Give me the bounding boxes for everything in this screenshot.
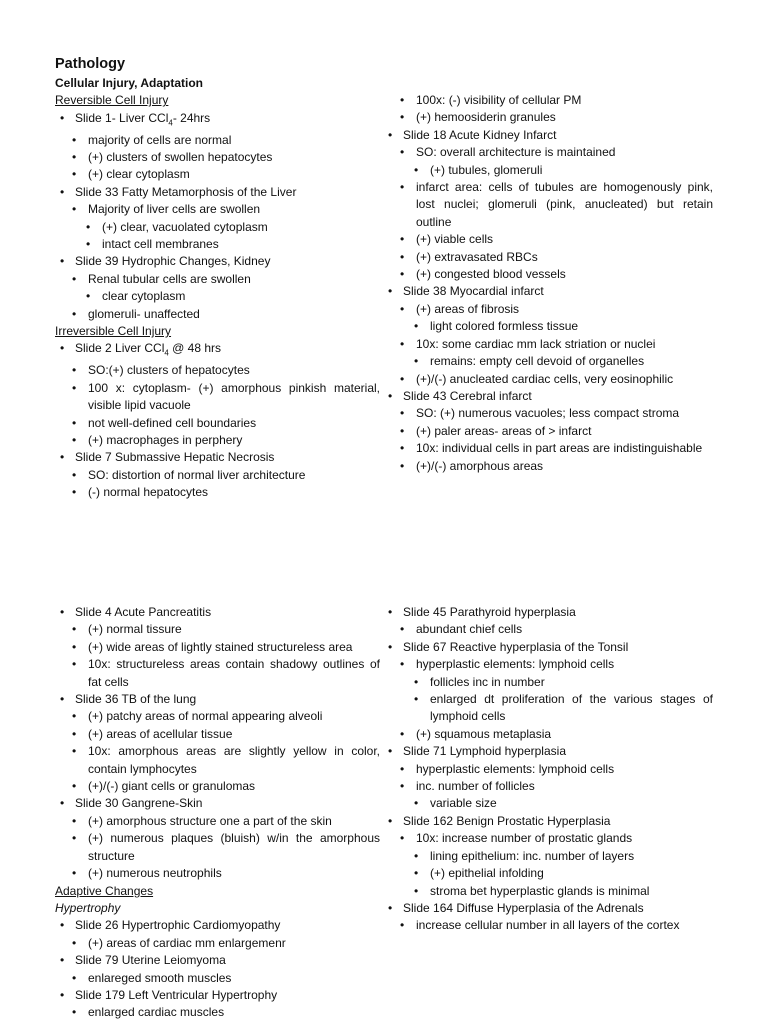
slide-item: • Slide 71 Lymphoid hyperplasia [383, 743, 713, 760]
list-item: • infarct area: cells of tubules are homogenously pink, lost nuclei; glomeruli (pink, anucleated) but retain outline [383, 179, 713, 231]
list-item: • lining epithelium: inc. number of layers [383, 848, 713, 865]
list-item: • (+) macrophages in perphery [55, 432, 380, 449]
list-item: • inc. number of follicles [383, 778, 713, 795]
list-item: • (+) paler areas- areas of > infarct [383, 423, 713, 440]
list-item: • (+) squamous metaplasia [383, 726, 713, 743]
list-item: • SO: distortion of normal liver architecture [55, 467, 380, 484]
list-item: • (+)/(-) anucleated cardiac cells, very eosinophilic [383, 371, 713, 388]
list-item: • remains: empty cell devoid of organelles [383, 353, 713, 370]
list-item: • 10x: structureless areas contain shadowy outlines of fat cells [55, 656, 380, 691]
list-item: • (+) clear, vacuolated cytoplasm [55, 219, 380, 236]
list-item: • (+) numerous plaques (bluish) w/in the amorphous structure [55, 830, 380, 865]
list-item: • enlarged cardiac muscles [55, 1004, 380, 1021]
list-item: • glomeruli- unaffected [55, 306, 380, 323]
list-item: • 10x: amorphous areas are slightly yellow in color, contain lymphocytes [55, 743, 380, 778]
slide-item: • Slide 45 Parathyroid hyperplasia [383, 604, 713, 621]
slide-item: • Slide 4 Acute Pancreatitis [55, 604, 380, 621]
list-item: • variable size [383, 795, 713, 812]
list-item: • (+) areas of cardiac mm enlargemenr [55, 935, 380, 952]
slide-item: • Slide 18 Acute Kidney Infarct [383, 127, 713, 144]
list-item: • (+) viable cells [383, 231, 713, 248]
list-item: • intact cell membranes [55, 236, 380, 253]
list-item: • 10x: some cardiac mm lack striation or nuclei [383, 336, 713, 353]
subsection-heading-hypertrophy: Hypertrophy [55, 900, 121, 915]
list-item: • enlareged smooth muscles [55, 970, 380, 987]
list-item: • hyperplastic elements: lymphoid cells [383, 656, 713, 673]
slide-item: • Slide 79 Uterine Leiomyoma [55, 952, 380, 969]
list-item: • (+)/(-) giant cells or granulomas [55, 778, 380, 795]
slide-item: • Slide 36 TB of the lung [55, 691, 380, 708]
list-item: • (-) normal hepatocytes [55, 484, 380, 501]
list-item: • 10x: individual cells in part areas are indistinguishable [383, 440, 713, 457]
list-item: • (+) wide areas of lightly stained structureless area [55, 639, 380, 656]
irreversible-list [55, 340, 380, 501]
slide-item: • Slide 7 Submassive Hepatic Necrosis [55, 449, 380, 466]
slide-item: • Slide 43 Cerebral infarct [383, 388, 713, 405]
infarct-list [383, 92, 713, 475]
slide-item: • Slide 1- Liver CCl$_4$- 24hrs [55, 110, 380, 132]
list-item: • 100x: (-) visibility of cellular PM [383, 92, 713, 109]
list-item: • (+) congested blood vessels [383, 266, 713, 283]
left-column-top [55, 55, 380, 502]
slide-item: • Slide 67 Reactive hyperplasia of the Tonsil [383, 639, 713, 656]
list-item: • follicles inc in number [383, 674, 713, 691]
list-item: • majority of cells are normal [55, 132, 380, 149]
list-item: • SO: (+) numerous vacuoles; less compact stroma [383, 405, 713, 422]
list-item: • Majority of liver cells are swollen [55, 201, 380, 218]
list-item: • 10x: increase number of prostatic glands [383, 830, 713, 847]
slide-item: • Slide 164 Diffuse Hyperplasia of the Adrenals [383, 900, 713, 917]
left-column-bottom [55, 604, 380, 1022]
slide-item: • Slide 179 Left Ventricular Hypertrophy [55, 987, 380, 1004]
page-title: Pathology [55, 56, 126, 72]
page-subtitle: Cellular Injury, Adaptation [55, 76, 204, 90]
section-heading-adaptive: Adaptive Changes [55, 883, 154, 898]
slide-item: • Slide 33 Fatty Metamorphosis of the Liver [55, 184, 380, 201]
list-item: • 100 x: cytoplasm- (+) amorphous pinkish material, visible lipid vacuole [55, 380, 380, 415]
reversible-list [55, 110, 380, 323]
list-item: • (+) amorphous structure one a part of the skin [55, 813, 380, 830]
list-item: • abundant chief cells [383, 621, 713, 638]
list-item: • (+) clear cytoplasm [55, 166, 380, 183]
list-item: • hyperplastic elements: lymphoid cells [383, 761, 713, 778]
right-column-bottom [383, 604, 713, 935]
right-column-top [383, 92, 713, 475]
list-item: • clear cytoplasm [55, 288, 380, 305]
slide-item: • Slide 38 Myocardial infarct [383, 283, 713, 300]
section-heading-reversible: Reversible Cell Injury [55, 93, 169, 108]
list-item: • (+) extravasated RBCs [383, 249, 713, 266]
slide-item: • Slide 2 Liver CCl$_4$ @ 48 hrs [55, 340, 380, 362]
slide-item: • Slide 30 Gangrene-Skin [55, 795, 380, 812]
list-item: • (+) hemoosiderin granules [383, 109, 713, 126]
list-item: • increase cellular number in all layers of the cortex [383, 917, 713, 934]
section-heading-irreversible: Irreversible Cell Injury [55, 324, 172, 339]
necrosis-list [55, 604, 380, 883]
list-item: • (+) normal tissure [55, 621, 380, 638]
list-item: • (+) clusters of swollen hepatocytes [55, 149, 380, 166]
list-item: • light colored formless tissue [383, 318, 713, 335]
hypertrophy-list [55, 917, 380, 1021]
list-item: • (+) patchy areas of normal appearing alveoli [55, 708, 380, 725]
list-item: • (+) areas of fibrosis [383, 301, 713, 318]
list-item: • not well-defined cell boundaries [55, 415, 380, 432]
list-item: • Renal tubular cells are swollen [55, 271, 380, 288]
hyperplasia-list [383, 604, 713, 935]
list-item: • (+) tubules, glomeruli [383, 162, 713, 179]
list-item: • SO: overall architecture is maintained [383, 144, 713, 161]
slide-item: • Slide 162 Benign Prostatic Hyperplasia [383, 813, 713, 830]
list-item: • stroma bet hyperplastic glands is minimal [383, 883, 713, 900]
list-item: • (+) epithelial infolding [383, 865, 713, 882]
list-item: • (+) areas of acellular tissue [55, 726, 380, 743]
list-item: • (+)/(-) amorphous areas [383, 458, 713, 475]
list-item: • (+) numerous neutrophils [55, 865, 380, 882]
list-item: • SO:(+) clusters of hepatocytes [55, 362, 380, 379]
list-item: • enlarged dt proliferation of the various stages of lymphoid cells [383, 691, 713, 726]
slide-item: • Slide 26 Hypertrophic Cardiomyopathy [55, 917, 380, 934]
slide-item: • Slide 39 Hydrophic Changes, Kidney [55, 253, 380, 270]
